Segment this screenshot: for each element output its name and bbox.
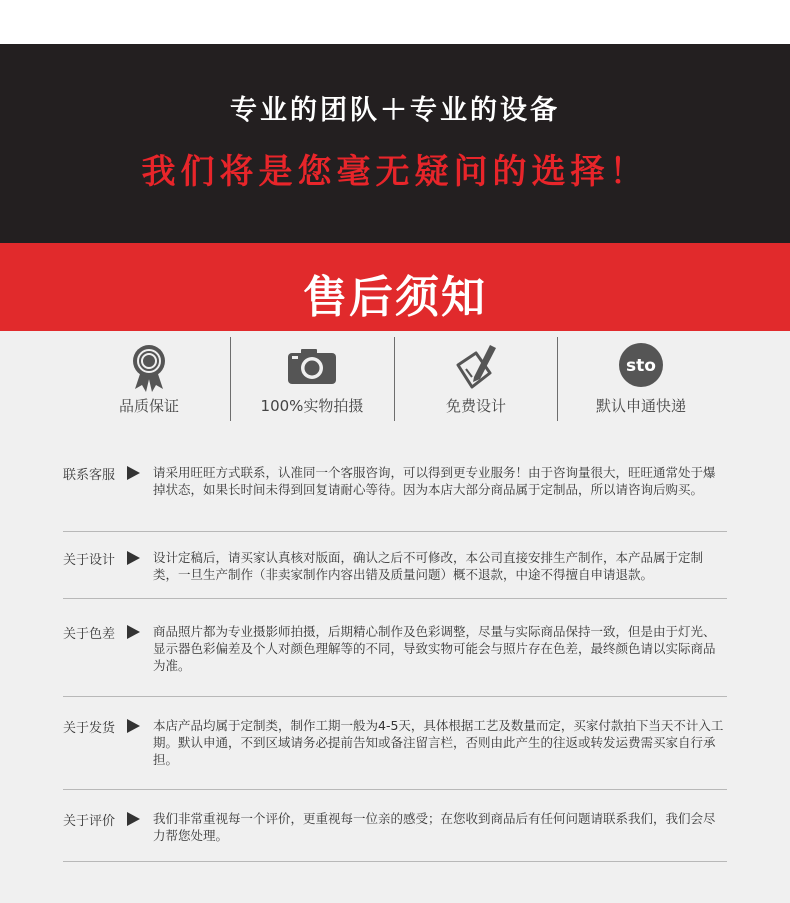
feature-row	[68, 335, 724, 421]
rule-label: 关于设计	[63, 553, 116, 568]
banner-promise: 我们将是您毫无疑问的选择！	[141, 152, 649, 192]
rule-text: 商品照片都为专业摄影师拍摄，后期精心制作及色彩调整，尽量与实际商品保持一致，但是由于灯光、显示器色彩偏差及个人对颜色理解等的不同，导致实物可能会与照片存在色差，最终颜色请以实际商品为准。	[153, 624, 716, 673]
rule-text: 设计定稿后，请买家认真核对版面，确认之后不可修改，本公司直接安排生产制作，本产品属于定制类，一旦生产制作（非卖家制作内容出错及质量问题）概不退款，中途不得擅自申请退款。	[153, 550, 704, 582]
divider	[63, 531, 727, 532]
page-title: 售后须知	[303, 272, 487, 323]
feature-photo	[231, 335, 393, 421]
title-banner	[0, 243, 790, 331]
feature-label: 免费设计	[445, 397, 506, 415]
sto-logo-icon	[618, 342, 664, 392]
rule-label: 关于评价	[63, 814, 116, 829]
rule-text: 本店产品均属于定制类，制作工期一般为4-5天，具体根据工艺及数量而定，买家付款拍下当天不计入工期。默认申通，不到区域请务必提前告知或备注留言栏，否则由此产生的往返或转发运费需买家自行承担。	[153, 718, 724, 767]
arrow-right-icon	[127, 625, 140, 639]
arrow-right-icon	[127, 812, 140, 826]
feature-design	[395, 335, 557, 421]
feature-quality	[68, 335, 230, 421]
feature-label: 默认申通快递	[595, 397, 686, 415]
award-ribbon-icon	[129, 343, 169, 397]
arrow-right-icon	[127, 466, 140, 480]
arrow-right-icon	[127, 719, 140, 733]
header-banner	[0, 44, 790, 243]
divider	[63, 789, 727, 790]
divider	[63, 696, 727, 697]
camera-icon	[287, 349, 337, 389]
svg-text:sto: sto	[626, 356, 656, 376]
rule-label: 联系客服	[63, 468, 116, 483]
divider	[63, 598, 727, 599]
rule-text: 请采用旺旺方式联系，认准同一个客服咨询，可以得到更专业服务！由于咨询量很大，旺旺通常处于爆掉状态，如果长时间未得到回复请耐心等待。因为本店大部分商品属于定制品，所以请咨询后购买。	[153, 465, 716, 497]
rule-text: 我们非常重视每一个评价，更重视每一位亲的感受；在您收到商品后有任何问题请联系我们，我们会尽力帮您处理。	[153, 811, 716, 843]
banner-slogan: 专业的团队＋专业的设备	[230, 95, 560, 126]
pen-design-icon	[454, 341, 498, 393]
arrow-right-icon	[127, 551, 140, 565]
feature-label: 品质保证	[118, 397, 179, 415]
top-margin	[0, 0, 790, 44]
feature-label: 100%实物拍摄	[260, 397, 364, 415]
feature-shipping	[558, 335, 724, 421]
divider	[63, 861, 727, 862]
rule-label: 关于色差	[63, 627, 116, 642]
rule-label: 关于发货	[63, 721, 116, 736]
